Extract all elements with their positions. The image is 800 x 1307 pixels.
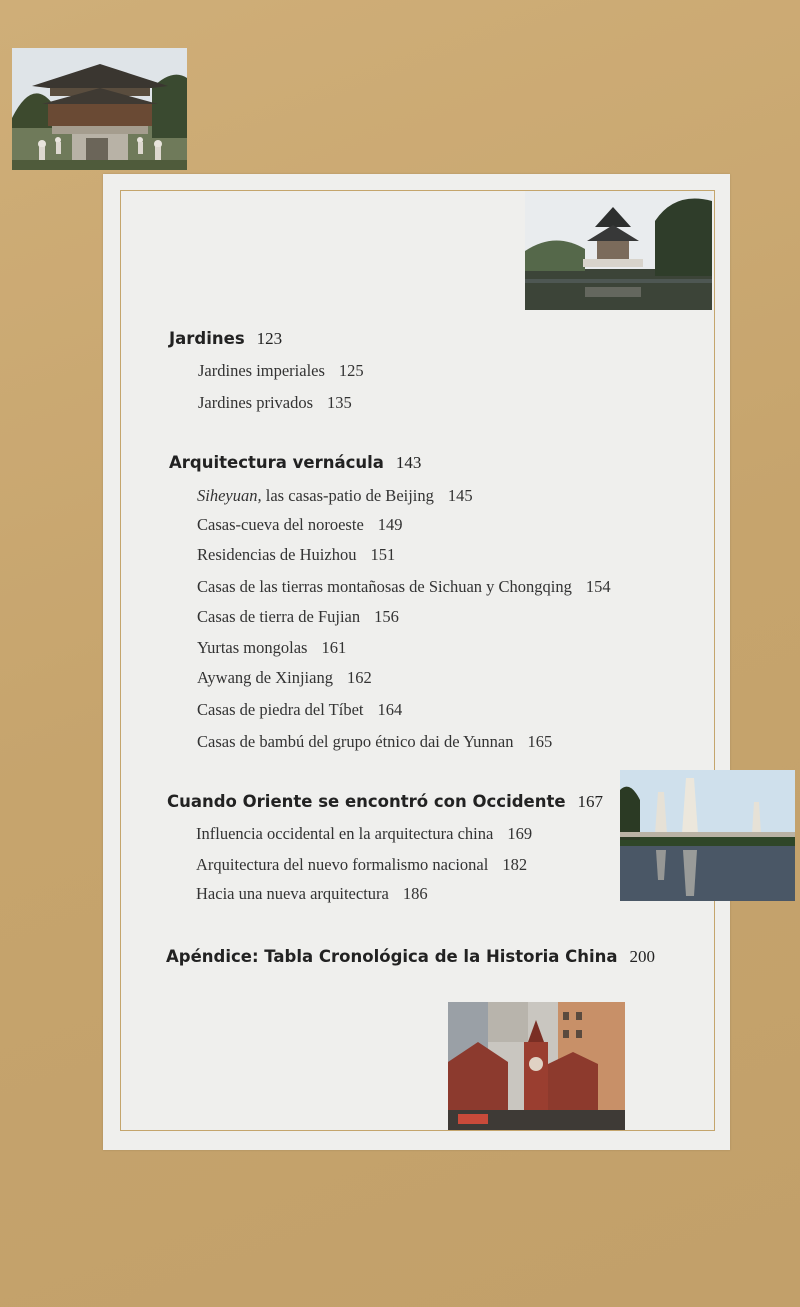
- temple-photo: [12, 48, 187, 170]
- section-jardines[interactable]: [169, 329, 282, 349]
- item-title: Aywang de Xinjiang: [197, 668, 333, 687]
- page-number: 151: [370, 545, 396, 564]
- item-title: Residencias de Huizhou: [197, 545, 357, 564]
- page-number: 169: [507, 824, 533, 843]
- toc-item[interactable]: [197, 577, 611, 597]
- page-number: 135: [327, 393, 352, 412]
- toc-item[interactable]: [198, 361, 364, 381]
- pagodas-photo: [620, 770, 795, 901]
- page-number: 186: [402, 884, 428, 903]
- item-title: Yurtas mongolas: [197, 638, 308, 657]
- section-title: Apéndice: Tabla Cronológica de la Historia China: [166, 947, 618, 966]
- item-title-italic: Siheyuan,: [197, 486, 262, 505]
- item-title: Casas-cueva del noroeste: [197, 515, 364, 534]
- page-number: 165: [527, 732, 553, 751]
- item-title: Arquitectura del nuevo formalismo nacional: [196, 855, 489, 874]
- section-title: Jardines: [169, 329, 245, 348]
- toc-item[interactable]: [196, 824, 532, 844]
- page-number: 125: [338, 361, 364, 380]
- page-number: 149: [377, 515, 403, 534]
- page-number: 145: [447, 486, 473, 505]
- item-title: Casas de piedra del Tíbet: [197, 700, 364, 719]
- pavilion-photo: [525, 191, 712, 310]
- page-number: 161: [321, 638, 347, 657]
- item-title: Hacia una nueva arquitectura: [196, 884, 389, 903]
- toc-item[interactable]: [197, 668, 372, 688]
- toc-item[interactable]: [198, 393, 352, 413]
- section-arquitectura-vernacula[interactable]: [169, 453, 421, 473]
- section-title: Arquitectura vernácula: [169, 453, 384, 472]
- item-title: Casas de bambú del grupo étnico dai de Yunnan: [197, 732, 514, 751]
- toc-item[interactable]: [196, 855, 527, 875]
- item-title: Casas de las tierras montañosas de Sichuan y Chongqing: [197, 577, 572, 596]
- section-apendice[interactable]: [166, 947, 655, 967]
- toc-item[interactable]: [197, 486, 473, 506]
- item-title: Jardines imperiales: [198, 361, 325, 380]
- church-photo: [448, 1002, 625, 1130]
- page-number: 143: [395, 453, 422, 472]
- toc-item[interactable]: [196, 884, 428, 904]
- page-number: 162: [346, 668, 372, 687]
- item-title: Casas de tierra de Fujian: [197, 607, 361, 626]
- page-number: 200: [629, 947, 656, 966]
- page-number: 156: [374, 607, 399, 626]
- item-title: Jardines privados: [198, 393, 314, 412]
- item-title: las casas-patio de Beijing: [261, 486, 434, 505]
- page-number: 182: [502, 855, 528, 874]
- toc-item[interactable]: [197, 732, 552, 752]
- toc-item[interactable]: [197, 515, 403, 535]
- toc-item[interactable]: [197, 638, 346, 658]
- toc-item[interactable]: [197, 700, 402, 720]
- toc-item[interactable]: [197, 607, 399, 627]
- section-cuando-oriente[interactable]: [167, 792, 603, 812]
- page-number: 123: [256, 329, 283, 348]
- page-number: 164: [377, 700, 403, 719]
- toc-item[interactable]: [197, 545, 395, 565]
- page-number: 167: [577, 792, 604, 811]
- page-number: 154: [585, 577, 611, 596]
- section-title: Cuando Oriente se encontró con Occidente: [167, 792, 566, 811]
- item-title: Influencia occidental en la arquitectura china: [196, 824, 494, 843]
